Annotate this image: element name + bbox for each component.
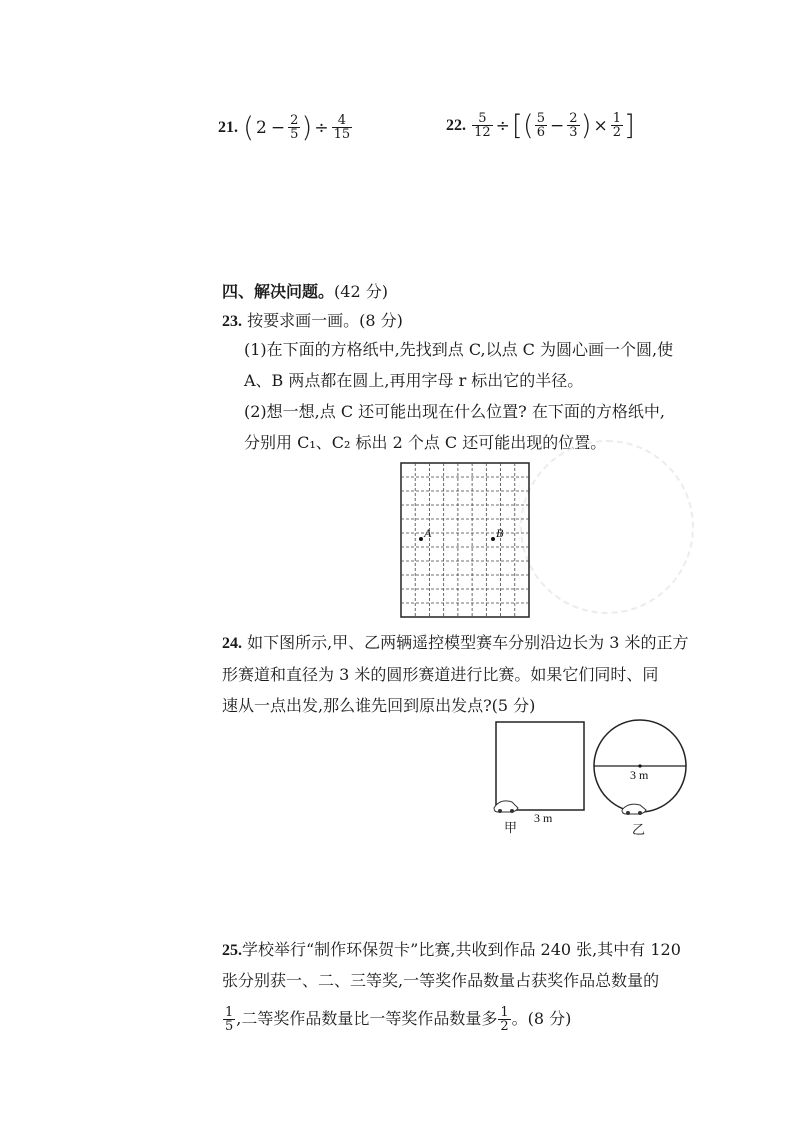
term: 2 [256, 117, 267, 138]
minus-sign: − [550, 115, 565, 136]
faint-stamp [520, 440, 694, 614]
label-b: B [496, 526, 504, 540]
label-a: A [424, 526, 432, 540]
circle-car-label: 乙 [632, 823, 646, 838]
left-paren: ( [522, 108, 534, 142]
fraction: $\frac{2}{5}$ [290, 113, 299, 142]
section-heading [222, 282, 388, 302]
circle-diameter-label: 3 m [630, 768, 649, 782]
q24-line2: 形赛道和直径为 3 米的圆形赛道进行比赛。如果它们同时、同 [222, 665, 659, 684]
minus-sign: − [270, 117, 286, 138]
car-icon [494, 801, 518, 813]
question-number: 22. [446, 117, 466, 134]
question-number: 25. [222, 942, 242, 959]
fraction: $\frac{1}{5}$ [225, 1005, 234, 1034]
question-number: 21. [218, 119, 238, 136]
fraction: $\frac{5}{12}$ [474, 111, 491, 140]
fraction: $\frac{1}{2}$ [612, 111, 622, 140]
section-title: 四、解决问题。 [222, 282, 335, 301]
question-22 [446, 108, 635, 142]
question-number: 23. [222, 313, 242, 330]
left-bracket: [ [511, 108, 523, 142]
question-text: 学校举行“制作环保贺卡”比赛,共收到作品 240 张,其中有 120 [242, 940, 681, 959]
fraction: $\frac{2}{3}$ [569, 111, 578, 140]
right-paren: ) [580, 108, 592, 142]
fraction: $\frac{1}{2}$ [500, 1005, 509, 1034]
q24-line1 [222, 633, 689, 654]
q23-part2-line1: (2)想一想,点 C 还可能出现在什么位置? 在下面的方格纸中, [244, 402, 665, 421]
q25-line3 [222, 1006, 571, 1033]
q23-part1-line1: (1)在下面的方格纸中,先找到点 C,以点 C 为圆心画一个圆,使 [244, 340, 674, 359]
question-text: 。(8 分) [511, 1009, 572, 1028]
question-text: 按要求画一画。(8 分) [247, 311, 403, 330]
fraction: $\frac{4}{15}$ [333, 113, 351, 142]
square-car-label: 甲 [504, 821, 518, 836]
q23-part1-line2: A、B 两点都在圆上,再用字母 r 标出它的半径。 [244, 371, 584, 390]
question-text: ,二等奖作品数量比一等奖作品数量多 [236, 1009, 498, 1028]
q25-line2: 张分别获一、二、三等奖,一等奖作品数量占获奖作品总数量的 [222, 971, 660, 990]
point-a [419, 537, 423, 541]
times-sign: × [593, 115, 608, 136]
question-number: 24. [222, 635, 242, 652]
car-icon [622, 804, 646, 815]
q25-line1 [222, 940, 681, 961]
fraction: $\frac{5}{6}$ [536, 111, 546, 140]
right-bracket: ] [624, 108, 635, 142]
question-23-title [222, 311, 403, 332]
square-track [496, 722, 584, 810]
right-paren: ) [301, 110, 313, 144]
grid-paper [400, 462, 530, 618]
point-b [491, 537, 495, 541]
section-score: (42 分) [334, 282, 388, 301]
question-21 [218, 110, 353, 144]
circle-track-figure [592, 716, 692, 840]
left-paren: ( [243, 110, 255, 144]
square-track-figure [490, 718, 600, 838]
q24-line3: 速从一点出发,那么谁先回到原出发点?(5 分) [222, 696, 536, 715]
q23-part2-line2: 分别用 C₁、C₂ 标出 2 个点 C 还可能出现的位置。 [244, 433, 607, 452]
square-side-label: 3 m [534, 811, 553, 825]
question-text: 如下图所示,甲、乙两辆遥控模型赛车分别沿边长为 3 米的正方 [247, 633, 689, 652]
divide-sign: ÷ [314, 117, 329, 138]
divide-sign: ÷ [495, 115, 510, 136]
